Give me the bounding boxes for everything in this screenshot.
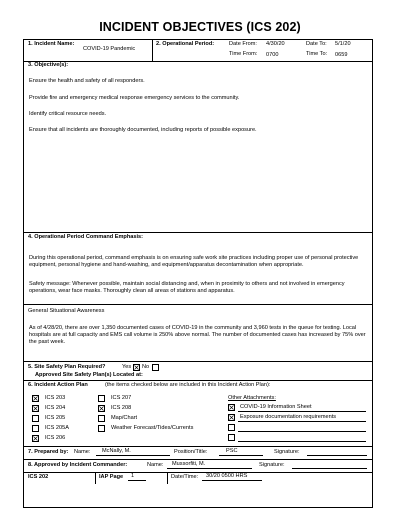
approved-name-value[interactable]: Mussorfiti, M. [172, 461, 206, 467]
prepared-signature-label: Signature: [274, 449, 300, 455]
operational-period-label: 2. Operational Period: [156, 41, 215, 47]
iap-page-value[interactable]: 1 [131, 473, 135, 479]
attachment-checkbox[interactable] [228, 434, 235, 441]
time-to-value[interactable]: 0659 [335, 52, 348, 58]
time-from-value[interactable]: 0700 [266, 52, 279, 58]
divider [24, 361, 372, 362]
prepared-signature-line[interactable] [307, 455, 367, 456]
time-from-label: Time From: [229, 51, 258, 57]
date-from-value[interactable]: 4/30/20 [266, 41, 285, 47]
prepared-position-value[interactable]: PSC [226, 448, 238, 454]
objective-item[interactable]: Provide fire and emergency medical response emergency services to the community. [29, 95, 240, 101]
divider [152, 40, 153, 61]
site-safety-yes-label: Yes [122, 364, 132, 370]
ics-207-checkbox[interactable] [98, 395, 105, 402]
attachment-line [238, 411, 366, 412]
objective-item[interactable]: Identify critical resource needs. [29, 111, 107, 117]
attachment-label[interactable]: COVID-19 Information Sheet [240, 404, 312, 410]
iap-page-line [128, 480, 146, 481]
attachment-label[interactable]: Exposure documentation requirements [240, 414, 337, 420]
ics-204-label: ICS 204 [45, 405, 66, 411]
incident-name-label: 1. Incident Name: [28, 41, 75, 47]
divider [24, 459, 372, 460]
ics-203-label: ICS 203 [45, 395, 66, 401]
ics-205-checkbox[interactable] [32, 415, 39, 422]
form-title: INCIDENT OBJECTIVES (ICS 202) [99, 20, 301, 34]
attachment-line [238, 421, 366, 422]
attachment-checkbox[interactable] [228, 404, 235, 411]
date-to-value[interactable]: 5/1/20 [335, 41, 351, 47]
datetime-line [202, 480, 262, 481]
ics-202-form [23, 39, 373, 508]
incident-name-value[interactable]: COVID-19 Pandemic [83, 46, 136, 52]
prepared-name-value[interactable]: McNally, M. [102, 448, 131, 454]
objectives-label: 3. Objective(s): [28, 62, 69, 68]
site-safety-yes-checkbox[interactable] [133, 364, 140, 371]
approved-name-label: Name: [147, 462, 164, 468]
command-emphasis-text[interactable]: During this operational period, command emphasis is on ensuring safe work site practices including proper use of personal protective equipment, personal hygiene and hand-washing, and equipment/apparatus decontamination when appropriate. [29, 255, 359, 268]
ics-206-checkbox[interactable] [32, 435, 39, 442]
site-safety-label: 5. Site Safety Plan Required? [28, 364, 106, 370]
ics-208-label: ICS 208 [111, 405, 132, 411]
safety-message-text[interactable]: Safety message: Whenever possible, maintain social distancing and, when in proximity to others and not involved in emergency operations, wear face masks. Thoroughly clean all areas of stations and apparatus. [29, 281, 345, 294]
date-to-label: Date To: [306, 41, 327, 47]
map-chart-label: Map/Chart [111, 415, 138, 421]
site-safety-located-label: Approved Site Safety Plan(s) Located at: [35, 372, 143, 378]
divider [167, 472, 168, 484]
divider [24, 446, 372, 447]
ics-205a-label: ICS 205A [45, 425, 69, 431]
ics-207-label: ICS 207 [111, 395, 132, 401]
situational-awareness-text[interactable]: As of 4/28/20, there are over 1,350 documented cases of COVID-19 in the community and 3,960 tests in the queue for testing. Local hospitals are at full capacity and EMS call volume is 250% above normal. The number of documented cases has increased by 75% over the past week. [29, 325, 366, 345]
other-attachments-label: Other Attachments: [228, 395, 276, 401]
situational-awareness-label: General Situational Awareness [28, 308, 105, 314]
attachment-line [238, 441, 366, 442]
divider [95, 472, 96, 484]
weather-label: Weather Forecast/Tides/Currents [111, 425, 194, 431]
datetime-value[interactable]: 30/20 0500 HRS [206, 473, 248, 479]
divider [24, 472, 372, 473]
approved-name-line [167, 468, 252, 469]
approved-by-label: 8. Approved by Incident Commander: [28, 462, 128, 468]
form-id: ICS 202 [28, 474, 49, 480]
time-to-label: Time To: [306, 51, 328, 57]
ics-205-label: ICS 205 [45, 415, 66, 421]
prepared-name-label: Name: [74, 449, 91, 455]
command-emphasis-label: 4. Operational Period Command Emphasis: [28, 234, 144, 240]
site-safety-no-label: No [142, 364, 150, 370]
divider [24, 61, 372, 62]
ics-206-label: ICS 206 [45, 435, 66, 441]
iap-label: 6. Incident Action Plan [28, 382, 88, 388]
approved-signature-line[interactable] [292, 468, 367, 469]
prepared-position-line [219, 455, 263, 456]
site-safety-no-checkbox[interactable] [152, 364, 159, 371]
prepared-by-label: 7. Prepared by: [28, 449, 69, 455]
iap-page-label: IAP Page [99, 474, 124, 480]
date-from-label: Date From: [229, 41, 257, 47]
weather-checkbox[interactable] [98, 425, 105, 432]
iap-note: (the items checked below are included in this Incident Action Plan): [105, 382, 271, 388]
objective-item[interactable]: Ensure that all incidents are thoroughly documented, including reports of possible exposure. [29, 127, 257, 133]
attachment-line [238, 431, 366, 432]
datetime-label: Date/Time: [171, 474, 199, 480]
ics-208-checkbox[interactable] [98, 405, 105, 412]
prepared-name-line [96, 455, 170, 456]
ics-204-checkbox[interactable] [32, 405, 39, 412]
divider [24, 232, 372, 233]
divider [24, 304, 372, 305]
ics-205a-checkbox[interactable] [32, 425, 39, 432]
divider [24, 380, 372, 381]
ics-203-checkbox[interactable] [32, 395, 39, 402]
objective-item[interactable]: Ensure the health and safety of all responders. [29, 78, 145, 84]
attachment-checkbox[interactable] [228, 414, 235, 421]
approved-signature-label: Signature: [259, 462, 285, 468]
map-chart-checkbox[interactable] [98, 415, 105, 422]
attachment-checkbox[interactable] [228, 424, 235, 431]
prepared-position-label: Position/Title: [174, 449, 208, 455]
